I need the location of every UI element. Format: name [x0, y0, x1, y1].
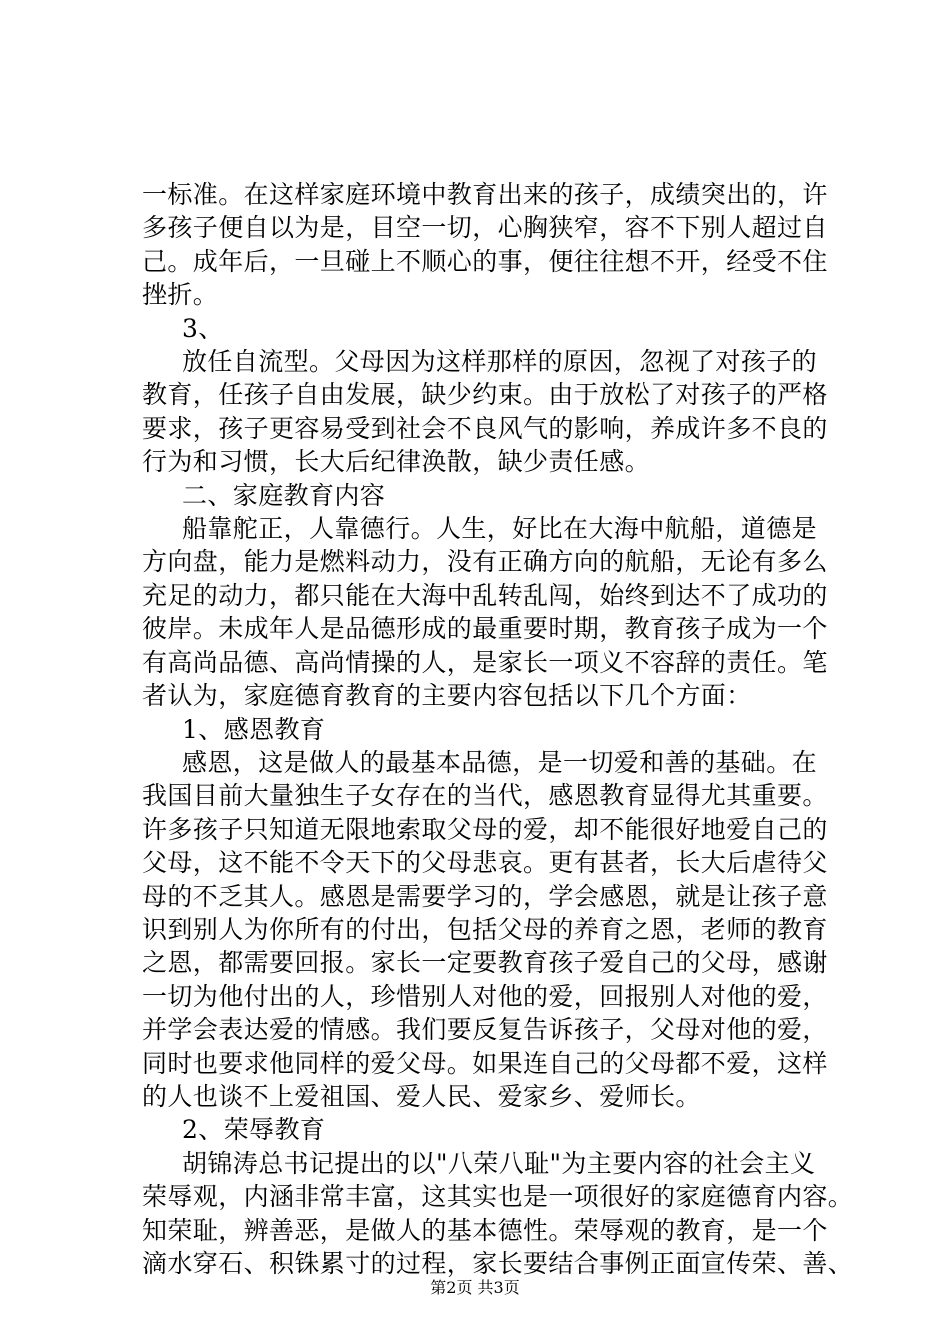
- text-line: 放任自流型。父母因为这样那样的原因，忽视了对孩子的: [182, 347, 818, 377]
- text-line: 母的不乏其人。感恩是需要学习的，学会感恩，就是让孩子意: [142, 881, 828, 911]
- text-line: 己。成年后，一旦碰上不顺心的事，便往往想不开，经受不住: [142, 246, 828, 276]
- text-line: 同时也要求他同样的爱父母。如果连自己的父母都不爱，这样: [142, 1048, 828, 1078]
- text-line: 彼岸。未成年人是品德形成的最重要时期，教育孩子成为一个: [142, 614, 828, 644]
- text-line: 一标准。在这样家庭环境中教育出来的孩子，成绩突出的，许: [142, 180, 828, 209]
- text-line: 方向盘，能力是燃料动力，没有正确方向的航船，无论有多么: [142, 547, 828, 577]
- text-line: 一切为他付出的人，珍惜别人对他的爱，回报别人对他的爱，: [142, 981, 828, 1011]
- text-line: 许多孩子只知道无限地索取父母的爱，却不能很好地爱自己的: [142, 814, 828, 844]
- text-line: 之恩，都需要回报。家长一定要教育孩子爱自己的父母，感谢: [142, 948, 828, 978]
- text-line: 知荣耻，辨善恶，是做人的基本德性。荣辱观的教育，是一个: [142, 1215, 828, 1245]
- text-line: 识到别人为你所有的付出，包括父母的养育之恩，老师的教育: [142, 914, 828, 944]
- text-line: 行为和习惯，长大后纪律涣散，缺少责任感。: [142, 447, 651, 477]
- text-line: 我国目前大量独生子女存在的当代，感恩教育显得尤其重要。: [142, 781, 828, 811]
- text-line: 胡锦涛总书记提出的以"八荣八耻"为主要内容的社会主义: [182, 1148, 816, 1178]
- subsection-heading: 2、荣辱教育: [182, 1115, 326, 1145]
- text-line: 船靠舵正，人靠德行。人生，好比在大海中航船，道德是: [182, 514, 818, 544]
- text-line: 教育，任孩子自由发展，缺少约束。由于放松了对孩子的严格: [142, 380, 828, 410]
- section-heading: 二、家庭教育内容: [182, 480, 386, 510]
- text-line: 者认为，家庭德育教育的主要内容包括以下几个方面：: [142, 681, 752, 711]
- text-line: 挫折。: [142, 280, 219, 310]
- text-line: 有高尚品德、高尚情操的人，是家长一项义不容辞的责任。笔: [142, 647, 828, 677]
- subsection-heading: 1、感恩教育: [182, 714, 326, 744]
- text-line: 父母，这不能不令天下的父母悲哀。更有甚者，长大后虐待父: [142, 848, 828, 878]
- text-line: 要求，孩子更容易受到社会不良风气的影响，养成许多不良的: [142, 413, 828, 443]
- page-footer: 第2页 共3页: [430, 1278, 520, 1297]
- text-line: 多孩子便自以为是，目空一切，心胸狭窄，容不下别人超过自: [142, 213, 828, 243]
- list-number: 3、: [182, 313, 224, 343]
- text-line: 荣辱观，内涵非常丰富，这其实也是一项很好的家庭德育内容。: [142, 1182, 854, 1212]
- text-line: 滴水穿石、积铢累寸的过程，家长要结合事例正面宣传荣、善、: [142, 1249, 854, 1278]
- text-line: 感恩，这是做人的最基本品德，是一切爱和善的基础。在: [182, 747, 818, 777]
- text-line: 的人也谈不上爱祖国、爱人民、爱家乡、爱师长。: [142, 1081, 701, 1111]
- body-text: [142, 178, 854, 1280]
- text-line: 并学会表达爱的情感。我们要反复告诉孩子，父母对他的爱，: [142, 1015, 828, 1045]
- text-line: 充足的动力，都只能在大海中乱转乱闯，始终到达不了成功的: [142, 580, 828, 610]
